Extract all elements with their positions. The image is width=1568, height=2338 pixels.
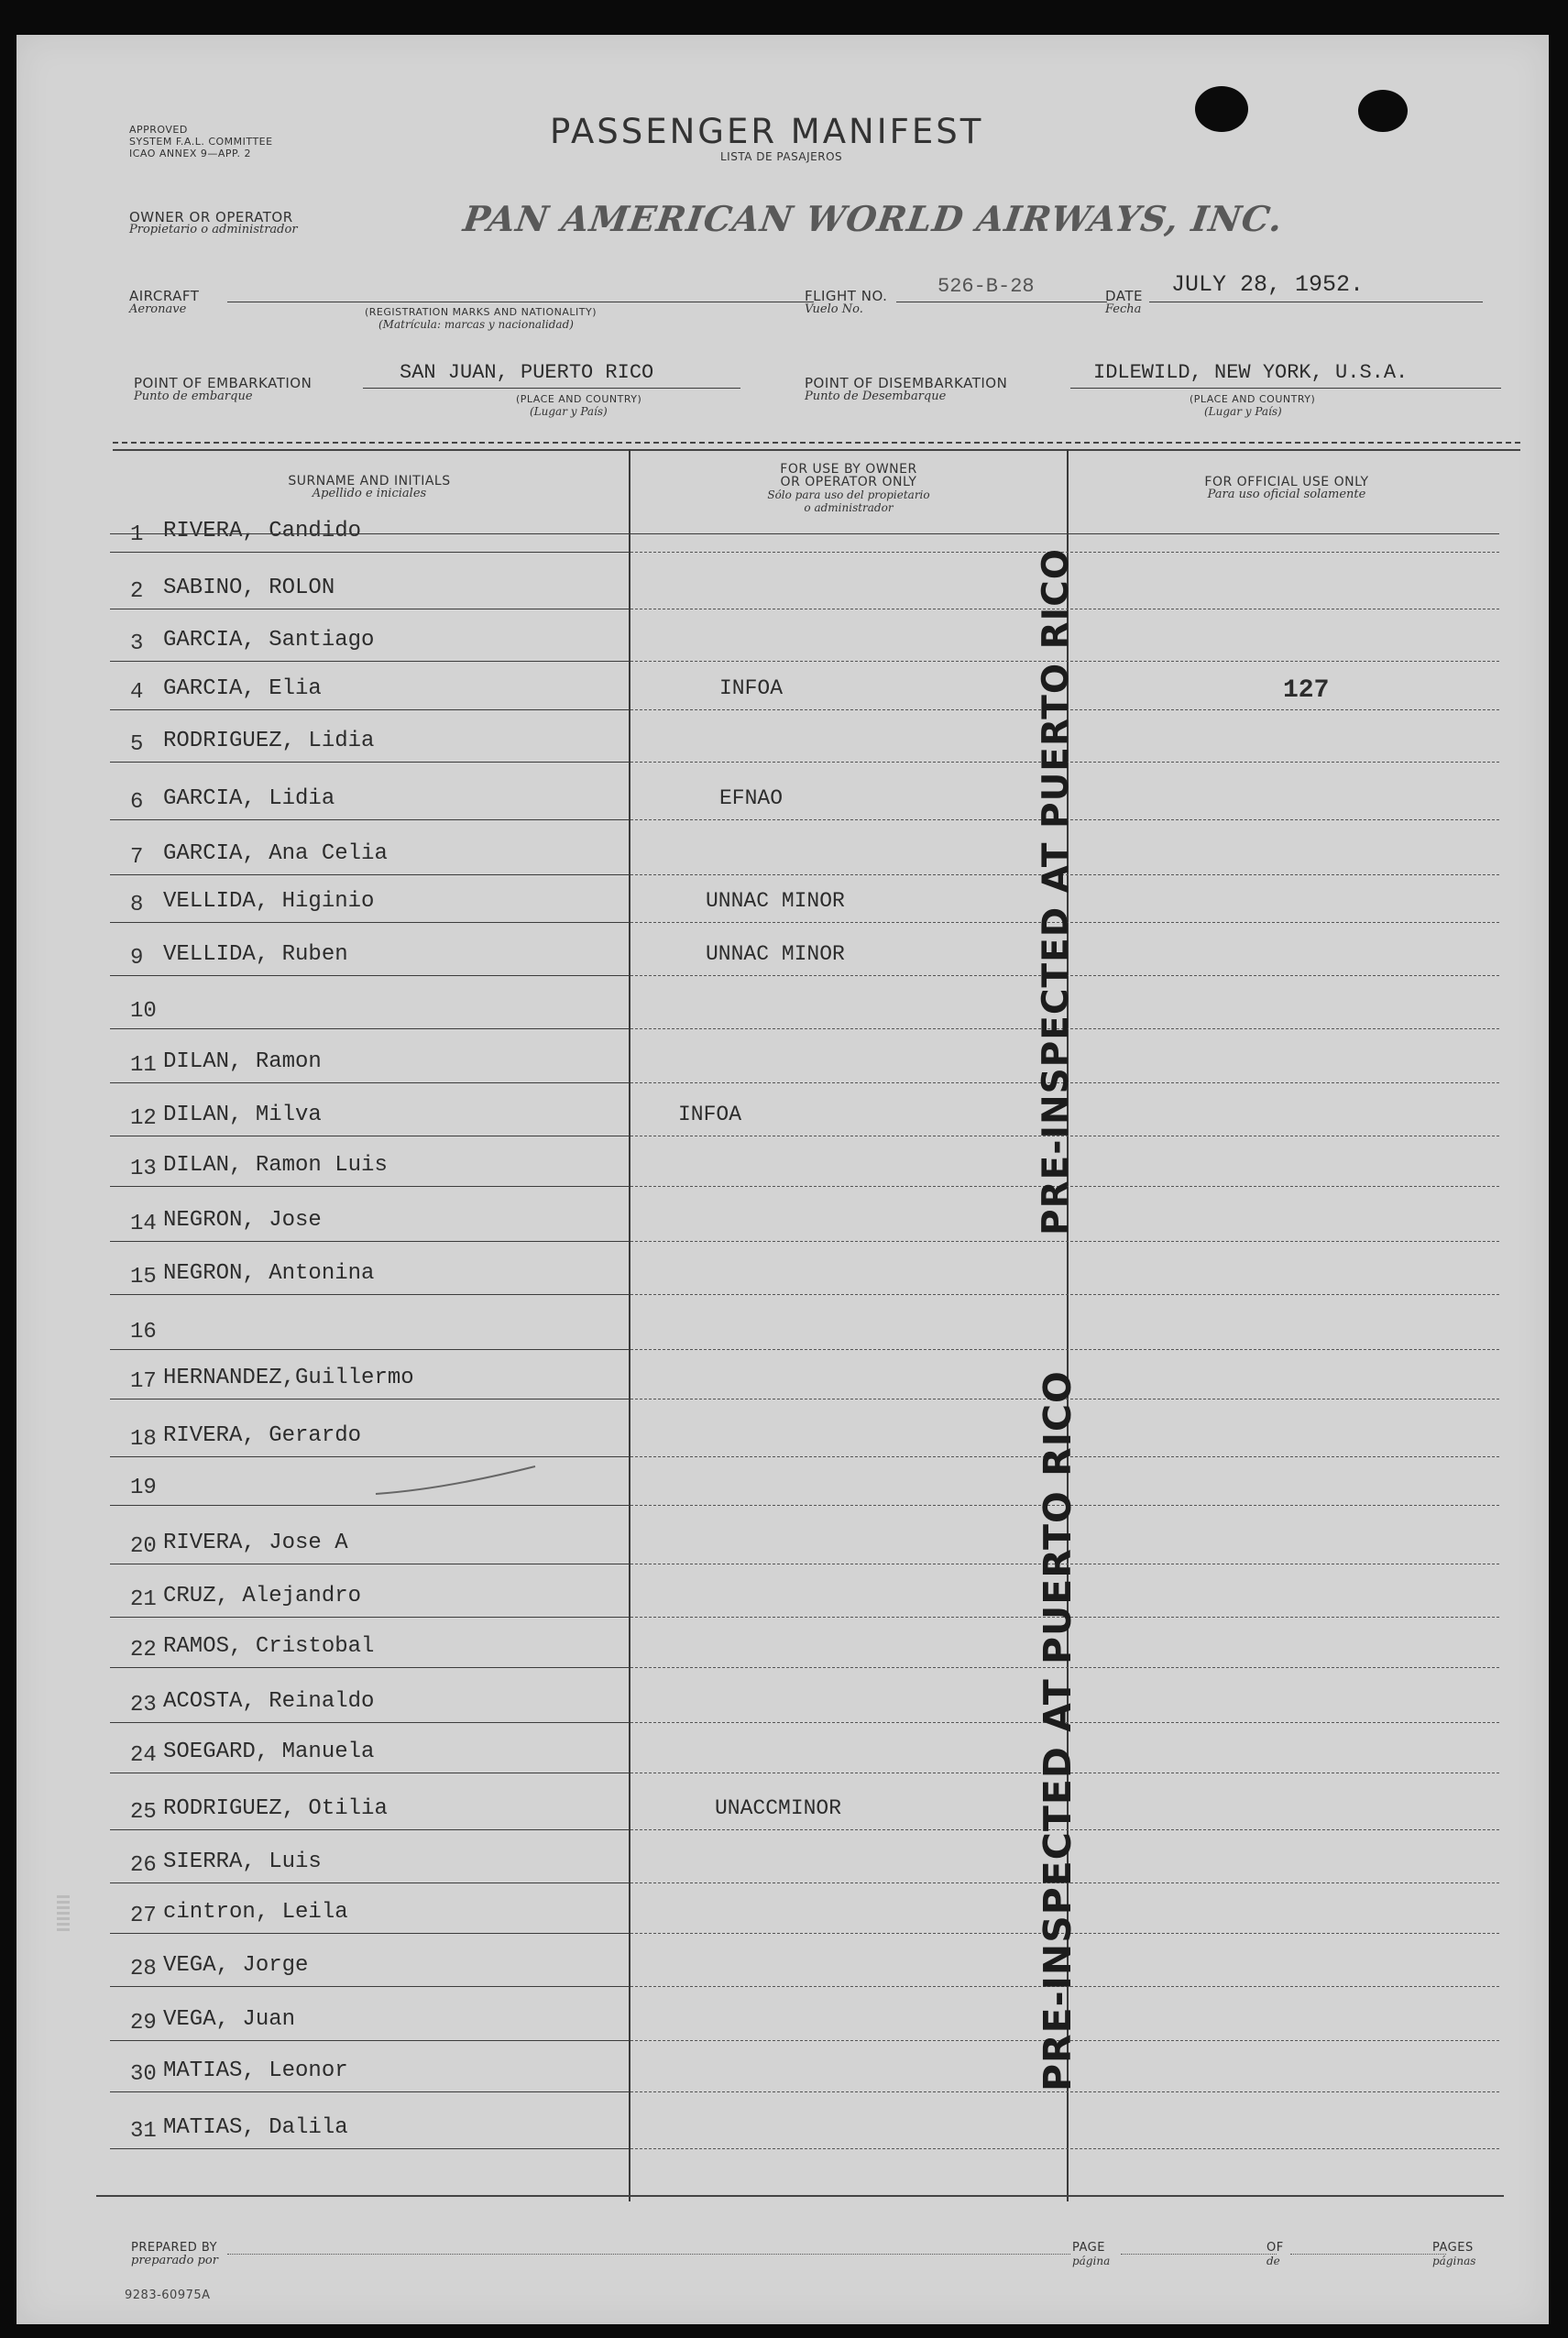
header-bottom-line [110,533,1499,534]
flight-label: FLIGHT NO. [805,288,888,304]
row-number: 18 [130,1427,157,1452]
column-header-official [1069,476,1505,501]
form-code: 9283-60975A [125,2289,211,2302]
row-line-right [630,2091,1499,2092]
disembark-caption-es: (Lugar y País) [1204,405,1282,418]
embark-line [363,388,740,389]
row-number: 4 [130,680,144,705]
row-number: 3 [130,631,144,656]
row-line-right [630,2148,1499,2149]
passenger-name: ACOSTA, Reinaldo [163,1689,375,1714]
column-header-operator-es-1: Sólo para uso del propietario [767,488,930,501]
page-label-es: página [1072,2255,1111,2267]
punch-hole-1 [1195,86,1248,132]
approval-line-3: ICAO ANNEX 9—APP. 2 [129,148,251,159]
operator-note: UNNAC MINOR [706,942,845,966]
row-line-right [630,1241,1499,1242]
passenger-name: GARCIA, Ana Celia [163,841,388,866]
disembark-label-es: Punto de Desembarque [805,390,947,403]
passenger-name: NEGRON, Jose [163,1208,322,1233]
row-number: 29 [130,2011,157,2036]
aircraft-label: AIRCRAFT [129,288,200,304]
date-value: JULY 28, 1952. [1171,271,1365,298]
column-header-operator-en-1: FOR USE BY OWNER [780,462,917,477]
row-line [110,709,629,710]
of-label: OF [1266,2241,1284,2255]
row-number: 26 [130,1853,157,1878]
row-number: 19 [130,1476,157,1500]
row-number: 22 [130,1638,157,1663]
row-number: 15 [130,1265,157,1290]
passenger-name: DILAN, Ramon [163,1049,322,1074]
column-header-official-en: FOR OFFICIAL USE ONLY [1204,475,1369,489]
passenger-name: GARCIA, Elia [163,676,322,701]
page-title: PASSENGER MANIFEST [550,112,984,151]
column-divider-1 [629,449,630,2201]
table-top-line-1 [113,442,1520,444]
owner-label-es: Propietario o administrador [129,223,298,236]
page-title-es: LISTA DE PASAJEROS [720,150,843,163]
column-header-official-es: Para uso oficial solamente [1207,488,1366,501]
row-line [110,922,629,923]
pen-mark [374,1465,539,1501]
passenger-name: RODRIGUEZ, Otilia [163,1796,388,1821]
column-header-operator [630,463,1067,514]
page-label: PAGE [1072,2241,1105,2255]
row-number: 28 [130,1957,157,1981]
prepared-label: PREPARED BY [131,2241,218,2255]
row-line [110,1722,629,1723]
flight-value: 526-B-28 [938,275,1035,298]
row-line [110,1667,629,1668]
row-number: 1 [130,522,144,547]
operator-note: UNACCMINOR [715,1796,842,1820]
disembark-line [1070,388,1501,389]
passenger-name: CRUZ, Alejandro [163,1584,362,1608]
row-line [110,661,629,662]
passenger-name: SIERRA, Luis [163,1850,322,1874]
row-line [110,1399,629,1400]
passenger-name: RIVERA, Gerardo [163,1423,362,1448]
passenger-name: HERNANDEZ,Guillermo [163,1366,414,1390]
flight-label-es: Vuelo No. [805,302,863,316]
row-line [110,1241,629,1242]
passenger-name: VEGA, Juan [163,2007,296,2032]
column-header-operator-es-2: o administrador [804,501,894,514]
edge-smudge [57,1895,70,1932]
row-line-right [630,1349,1499,1350]
passenger-name: RODRIGUEZ, Lidia [163,729,375,753]
column-header-name-es: Apellido e iniciales [312,487,427,500]
date-label: DATE [1105,288,1144,304]
row-number: 5 [130,732,144,757]
passenger-name: RIVERA, Jose A [163,1531,348,1555]
row-line [110,1617,629,1618]
embark-label: POINT OF EMBARKATION [134,375,313,391]
row-number: 12 [130,1106,157,1131]
row-line [110,2091,629,2092]
aircraft-caption-es: (Matrícula: marcas y nacionalidad) [378,318,574,331]
row-line [110,874,629,875]
row-number: 25 [130,1800,157,1825]
row-number: 13 [130,1157,157,1181]
owner-value: PAN AMERICAN WORLD AIRWAYS, INC. [460,198,1287,239]
passenger-name: VELLIDA, Ruben [163,942,348,967]
passenger-name: RIVERA, Candido [163,519,362,543]
row-number: 2 [130,579,144,604]
disembark-value: IDLEWILD, NEW YORK, U.S.A. [1093,361,1409,384]
passenger-name: NEGRON, Antonina [163,1261,375,1286]
passenger-name: GARCIA, Lidia [163,786,335,811]
disembark-caption: (PLACE AND COUNTRY) [1190,393,1316,405]
row-line [110,2040,629,2041]
embark-value: SAN JUAN, PUERTO RICO [400,361,654,384]
row-number: 9 [130,946,144,971]
operator-note: EFNAO [719,786,784,810]
passenger-name: SABINO, ROLON [163,576,335,600]
column-header-operator-en-2: OR OPERATOR ONLY [780,475,917,489]
aircraft-caption: (REGISTRATION MARKS AND NATIONALITY) [365,306,598,318]
approval-line-1: APPROVED [129,124,188,136]
row-number: 27 [130,1904,157,1928]
passenger-name: DILAN, Ramon Luis [163,1153,388,1178]
passenger-name: VEGA, Jorge [163,1953,309,1978]
table-top-line-2 [113,449,1520,451]
aircraft-label-es: Aeronave [129,302,187,316]
passenger-name: VELLIDA, Higinio [163,889,375,914]
approval-block [129,124,273,159]
row-line [110,1082,629,1083]
row-number: 14 [130,1212,157,1236]
embark-caption: (PLACE AND COUNTRY) [516,393,642,405]
passenger-name: GARCIA, Santiago [163,628,375,653]
passenger-name: SOEGARD, Manuela [163,1740,375,1764]
passenger-name: MATIAS, Dalila [163,2115,348,2140]
row-line [110,1882,629,1883]
row-line [110,2148,629,2149]
row-line [110,1986,629,1987]
operator-note: INFOA [678,1103,742,1126]
embark-label-es: Punto de embarque [134,390,253,403]
row-line [110,975,629,976]
row-number: 21 [130,1587,157,1612]
row-line [110,1829,629,1830]
row-line [110,762,629,763]
row-line [110,819,629,820]
row-number: 31 [130,2119,157,2144]
operator-note: UNNAC MINOR [706,889,845,913]
row-number: 16 [130,1320,157,1345]
pages-label-es: páginas [1432,2255,1476,2267]
row-number: 24 [130,1743,157,1768]
row-line [110,1456,629,1457]
punch-hole-2 [1358,90,1408,132]
disembark-label: POINT OF DISEMBARKATION [805,375,1008,391]
date-label-es: Fecha [1105,302,1142,316]
row-line [110,1349,629,1350]
of-label-es: de [1266,2255,1280,2267]
row-number: 7 [130,845,144,870]
row-number: 20 [130,1534,157,1559]
row-number: 23 [130,1693,157,1718]
row-number: 11 [130,1053,157,1078]
pages-label: PAGES [1432,2241,1474,2255]
column-header-name [108,475,630,500]
row-number: 17 [130,1369,157,1394]
prepared-label-es: preparado por [131,2254,218,2267]
page-line [1121,2254,1277,2255]
of-line [1290,2254,1446,2255]
column-header-name-en: SURNAME AND INITIALS [288,474,451,488]
row-number: 10 [130,999,157,1024]
row-line [110,552,629,553]
passenger-name: DILAN, Milva [163,1103,322,1127]
row-line [110,1294,629,1295]
passenger-name: MATIAS, Leonor [163,2058,348,2083]
official-note: 127 [1283,676,1330,705]
prepared-line [227,2254,1070,2255]
row-line [110,1505,629,1506]
table-bottom-line [96,2195,1504,2197]
manifest-sheet [16,35,1549,2324]
preinspected-stamp-1: PRE-INSPECTED AT PUERTO RICO [1036,548,1077,1235]
operator-note: INFOA [719,676,784,700]
row-number: 8 [130,893,144,917]
embark-caption-es: (Lugar y País) [530,405,608,418]
row-number: 6 [130,790,144,815]
row-line-right [630,1294,1499,1295]
passenger-name: cintron, Leila [163,1900,348,1925]
row-line [110,1933,629,1934]
owner-label: OWNER OR OPERATOR [129,209,293,225]
approval-line-2: SYSTEM F.A.L. COMMITTEE [129,136,273,148]
row-line [110,1028,629,1029]
row-line [110,1186,629,1187]
preinspected-stamp-2: PRE-INSPECTED AT PUERTO RICO [1036,1370,1080,2091]
passenger-name: RAMOS, Cristobal [163,1634,375,1659]
row-number: 30 [130,2062,157,2087]
